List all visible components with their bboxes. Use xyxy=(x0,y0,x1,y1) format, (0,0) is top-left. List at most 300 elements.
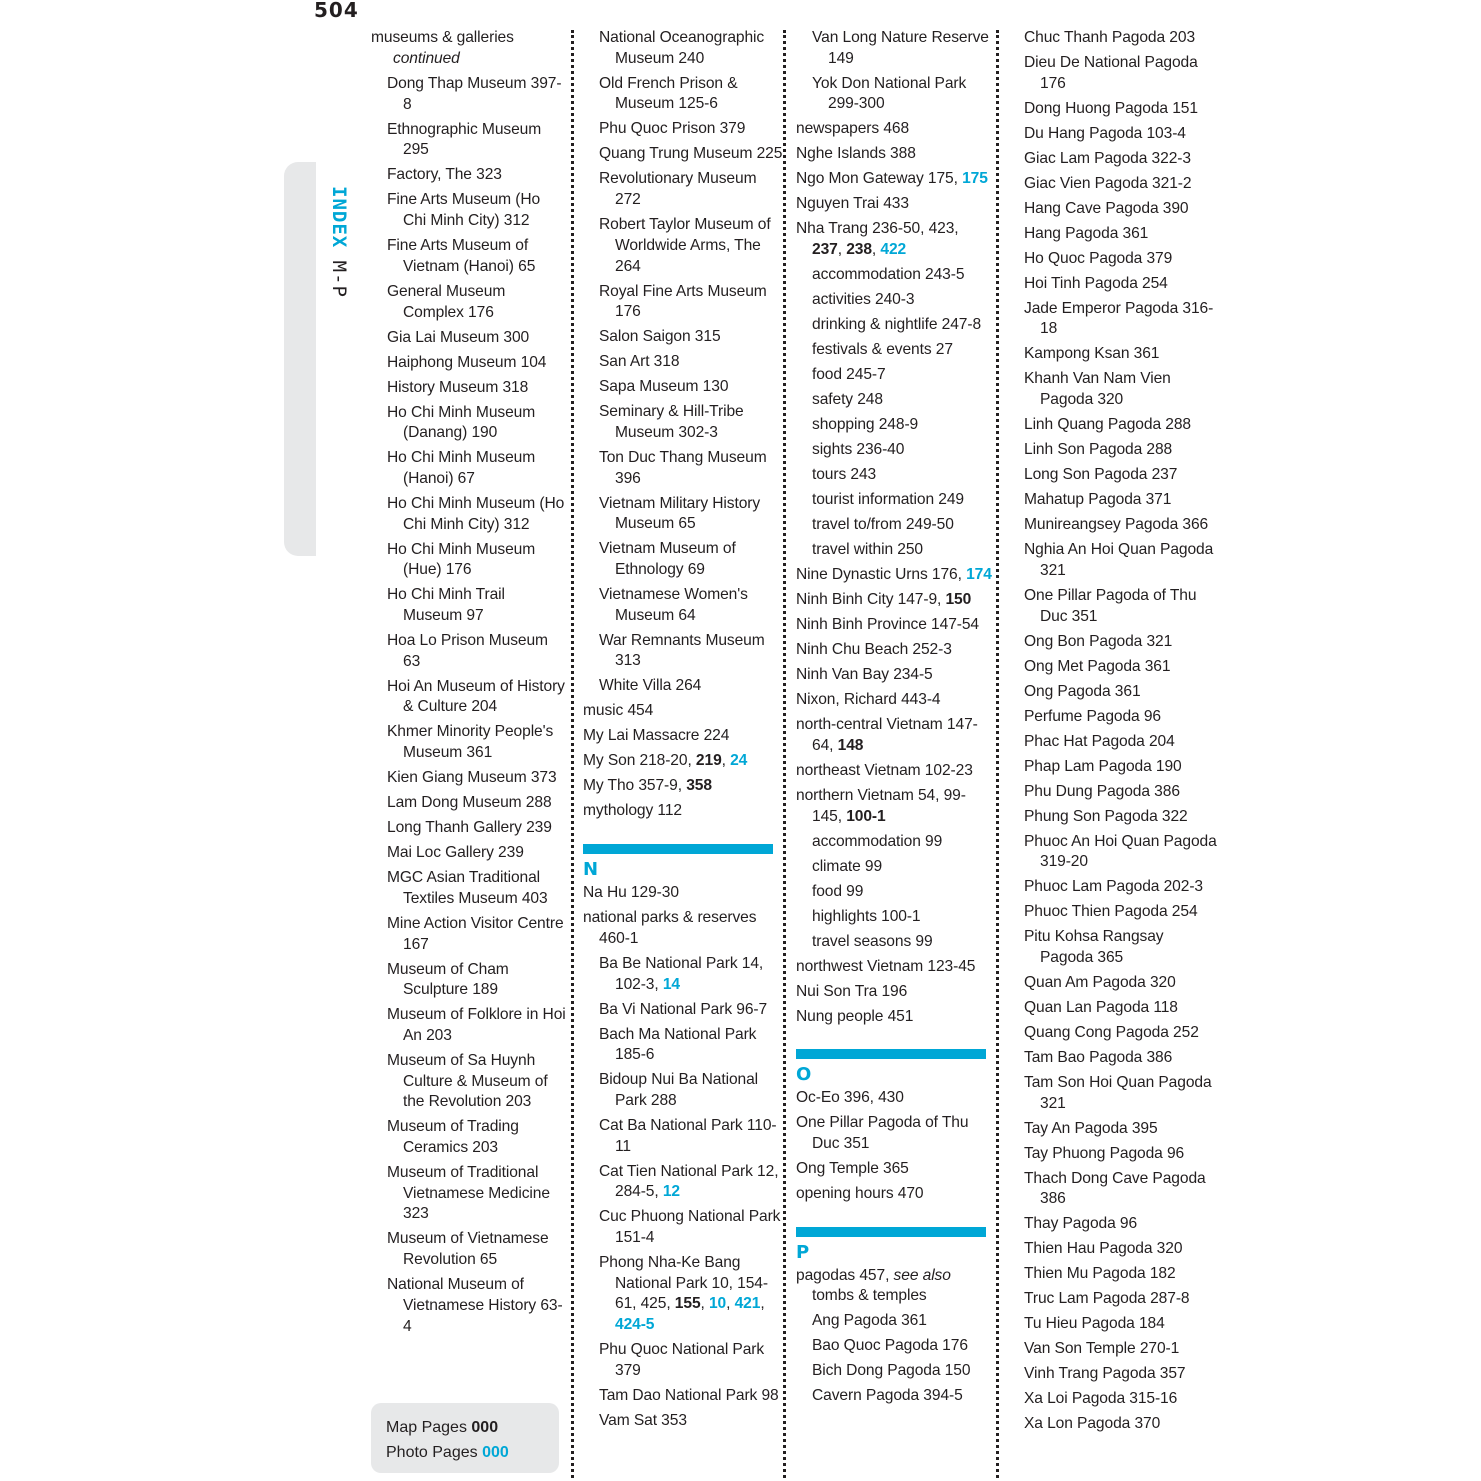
index-subentry xyxy=(599,1340,783,1381)
index-subentry xyxy=(1024,174,1220,195)
entry-text: Thien Mu Pagoda 182 xyxy=(1024,1265,1176,1283)
entry-text: Mai Loc Gallery 239 xyxy=(387,844,524,862)
index-entry xyxy=(796,1088,992,1109)
entry-text: Munireangsey Pagoda 366 xyxy=(1024,516,1209,534)
index-subentry xyxy=(1024,1023,1220,1044)
index-subentry xyxy=(387,353,566,374)
index-entry xyxy=(796,1113,992,1154)
index-subentry xyxy=(599,144,783,165)
entry-text: , xyxy=(871,241,881,259)
entry-text: Ho Chi Minh Museum (Hue) 176 xyxy=(387,540,536,579)
entry-text: Royal Fine Arts Museum 176 xyxy=(599,282,767,321)
index-subentry xyxy=(1024,1169,1220,1210)
index-entry xyxy=(796,590,992,611)
index-subentry xyxy=(599,119,783,140)
index-subentry xyxy=(1024,515,1220,536)
map-page-ref: 238 xyxy=(846,241,872,259)
index-entry xyxy=(796,957,992,978)
index-entry xyxy=(796,1159,992,1180)
map-page-ref: 155 xyxy=(674,1295,701,1313)
entry-text: northeast Vietnam 102-23 xyxy=(796,761,973,779)
entry-text: National Oceanographic Museum 240 xyxy=(599,29,765,67)
entry-text: Phap Lam Pagoda 190 xyxy=(1024,757,1182,775)
entry-text: travel within 250 xyxy=(812,541,923,559)
entry-text: Phong Nha-Ke Bang National Park 10, 154-61, 425, xyxy=(599,1254,768,1313)
index-subentry xyxy=(387,378,566,399)
entry-text: Vietnam Military History Museum 65 xyxy=(599,494,761,533)
index-subentry xyxy=(599,282,783,323)
index-subentry xyxy=(387,282,566,323)
entry-text: My Lai Massacre 224 xyxy=(583,727,730,745)
index-subentry xyxy=(1024,490,1220,511)
index-subentry xyxy=(1024,782,1220,803)
index-subentry xyxy=(1024,732,1220,753)
entry-text: Long Son Pagoda 237 xyxy=(1024,466,1178,484)
index-subentry xyxy=(387,74,566,115)
map-page-ref: 100-1 xyxy=(846,807,886,825)
index-entry xyxy=(796,690,992,711)
index-subentry xyxy=(1024,299,1220,340)
entry-text: Ninh Binh Province 147-54 xyxy=(796,616,980,634)
entry-text: Revolutionary Museum 272 xyxy=(599,170,757,209)
index-entry xyxy=(796,219,992,260)
letter-bar xyxy=(796,1227,986,1237)
entry-text: , xyxy=(721,752,731,770)
entry-text: Van Long Nature Reserve 149 xyxy=(812,29,989,67)
entry-text: General Museum Complex 176 xyxy=(387,282,506,321)
map-page-ref: 237 xyxy=(812,241,838,259)
entry-text: safety 248 xyxy=(812,391,883,409)
legend-map-label: Map Pages xyxy=(386,1419,467,1436)
entry-text: White Villa 264 xyxy=(599,677,702,695)
index-subentry xyxy=(1024,1314,1220,1335)
entry-text: War Remnants Museum 313 xyxy=(599,631,765,670)
entry-text: Ong Pagoda 361 xyxy=(1024,682,1141,700)
entry-text: History Museum 318 xyxy=(387,378,529,396)
entry-text: Quang Trung Museum 225 xyxy=(599,145,783,163)
entry-text: Xa Lon Pagoda 370 xyxy=(1024,1415,1161,1433)
entry-text: north-central Vietnam 147-64, xyxy=(796,716,978,754)
index-subentry xyxy=(387,448,566,489)
entry-text: Museum of Folklore in Hoi An 203 xyxy=(387,1006,566,1044)
entry-text: travel to/from 249-50 xyxy=(812,516,954,534)
index-subentry xyxy=(812,315,992,336)
letter-bar xyxy=(796,1049,986,1059)
entry-text: music 454 xyxy=(583,702,654,720)
entry-text: My Son 218-20, xyxy=(583,752,696,770)
index-entry xyxy=(796,144,992,165)
entry-text: Ninh Chu Beach 252-3 xyxy=(796,641,952,659)
entry-text: Bidoup Nui Ba National Park 288 xyxy=(599,1071,759,1109)
index-subentry xyxy=(599,676,783,697)
entry-text: One Pillar Pagoda of Thu Duc 351 xyxy=(1024,586,1197,625)
index-column-1 xyxy=(371,28,566,1478)
legend-photo-pages xyxy=(386,1440,509,1465)
index-subentry xyxy=(387,722,566,763)
index-subentry xyxy=(387,494,566,535)
entry-text: Nha Trang 236-50, 423, xyxy=(796,220,959,238)
entry-text: Gia Lai Museum 300 xyxy=(387,328,530,346)
index-subentry xyxy=(599,539,783,580)
entry-text: , xyxy=(726,1295,735,1313)
index-entry xyxy=(583,801,783,822)
entry-text: Fine Arts Museum of Vietnam (Hanoi) 65 xyxy=(387,237,536,275)
entry-text: Factory, The 323 xyxy=(387,166,502,184)
index-subentry xyxy=(812,440,992,461)
entry-text: climate 99 xyxy=(812,857,883,875)
index-subentry xyxy=(1024,99,1220,120)
index-subentry xyxy=(812,28,992,69)
entry-text: Ho Chi Minh Museum (Hanoi) 67 xyxy=(387,449,536,487)
index-subentry xyxy=(599,215,783,277)
entry-text: tombs & temples xyxy=(812,1287,927,1305)
entry-text: Nine Dynastic Urns 176, xyxy=(796,566,967,584)
index-subentry xyxy=(812,340,992,361)
entry-text: drinking & nightlife 247-8 xyxy=(812,316,982,334)
entry-text: northwest Vietnam 123-45 xyxy=(796,957,976,975)
page-type-legend xyxy=(371,1403,559,1473)
entry-text: Ong Temple 365 xyxy=(796,1159,909,1177)
index-subentry xyxy=(1024,632,1220,653)
entry-text: tourist information 249 xyxy=(812,491,964,509)
index-subentry xyxy=(1024,465,1220,486)
index-subentry xyxy=(387,190,566,231)
entry-text: pagodas 457, xyxy=(796,1266,894,1284)
entry-text: continued xyxy=(393,50,460,67)
index-subentry xyxy=(1024,369,1220,410)
index-subentry xyxy=(812,490,992,511)
entry-text: newspapers 468 xyxy=(796,120,910,138)
entry-text: mythology 112 xyxy=(583,802,682,820)
entry-text: , xyxy=(837,241,847,259)
entry-text: Museum of Cham Sculpture 189 xyxy=(387,960,509,999)
entry-text: Khanh Van Nam Vien Pagoda 320 xyxy=(1024,370,1171,409)
entry-text: Dieu De National Pagoda 176 xyxy=(1024,54,1198,92)
entry-text: Na Hu 129-30 xyxy=(583,884,679,902)
entry-text: museums & galleries xyxy=(371,29,514,46)
entry-text: Khmer Minority People's Museum 361 xyxy=(387,723,554,762)
photo-page-ref: 14 xyxy=(662,975,681,993)
entry-text: Haiphong Museum 104 xyxy=(387,353,547,371)
index-entry xyxy=(796,615,992,636)
entry-text: Bao Quoc Pagoda 176 xyxy=(812,1337,968,1355)
entry-text: Phuoc Thien Pagoda 254 xyxy=(1024,903,1198,921)
entry-text: Ho Chi Minh Museum (Ho Chi Minh City) 312 xyxy=(387,494,565,533)
index-subentry xyxy=(812,1386,992,1407)
index-entry xyxy=(583,776,783,797)
entry-text: Ngo Mon Gateway 175, xyxy=(796,170,963,188)
index-subentry xyxy=(599,448,783,489)
entry-text: Vinh Trang Pagoda 357 xyxy=(1024,1365,1186,1383)
index-subentry xyxy=(599,352,783,373)
entry-text: accommodation 243-5 xyxy=(812,266,965,284)
entry-text: Ton Duc Thang Museum 396 xyxy=(599,448,767,487)
index-subentry xyxy=(387,585,566,626)
index-subentry xyxy=(387,1005,566,1046)
letter-bar xyxy=(583,844,773,854)
index-entry xyxy=(796,665,992,686)
entry-text: Vam Sat 353 xyxy=(599,1411,687,1429)
entry-text: Van Son Temple 270-1 xyxy=(1024,1340,1180,1358)
index-subentry xyxy=(599,1025,783,1066)
index-subentry xyxy=(387,793,566,814)
index-subentry xyxy=(1024,902,1220,923)
index-subentry xyxy=(1024,998,1220,1019)
entry-text: Pitu Kohsa Rangsay Pagoda 365 xyxy=(1024,928,1164,966)
index-entry xyxy=(796,565,992,586)
entry-text: Vietnamese Women's Museum 64 xyxy=(599,586,748,624)
entry-text: Ho Quoc Pagoda 379 xyxy=(1024,249,1173,267)
index-subentry xyxy=(387,677,566,718)
map-page-ref: 148 xyxy=(837,736,864,754)
index-entry xyxy=(796,715,992,756)
entry-text: Mahatup Pagoda 371 xyxy=(1024,491,1172,509)
entry-text: travel seasons 99 xyxy=(812,932,933,950)
index-subentry xyxy=(812,515,992,536)
entry-text: Thay Pagoda 96 xyxy=(1024,1215,1138,1233)
entry-text: Mine Action Visitor Centre 167 xyxy=(387,914,564,953)
entry-text: Thien Hau Pagoda 320 xyxy=(1024,1240,1183,1258)
entry-text: Ong Bon Pagoda 321 xyxy=(1024,632,1173,650)
index-subentry xyxy=(387,120,566,161)
index-entry xyxy=(796,1266,992,1307)
entry-text: Linh Quang Pagoda 288 xyxy=(1024,416,1191,434)
index-subentry xyxy=(1024,707,1220,728)
entry-text: Ho Chi Minh Trail Museum 97 xyxy=(387,586,505,625)
section-letter: N xyxy=(583,859,598,881)
entry-text: food 245-7 xyxy=(812,366,886,384)
index-subentry xyxy=(812,390,992,411)
entry-text: Perfume Pagoda 96 xyxy=(1024,707,1162,725)
entry-text: Cavern Pagoda 394-5 xyxy=(812,1387,963,1405)
index-subentry xyxy=(1024,1289,1220,1310)
entry-text: festivals & events 27 xyxy=(812,341,953,359)
entry-text: Oc-Eo 396, 430 xyxy=(796,1089,904,1107)
index-column-2 xyxy=(583,28,783,1478)
index-subentry xyxy=(599,377,783,398)
entry-text: Robert Taylor Museum of Worldwide Arms, The 264 xyxy=(599,216,771,275)
index-subentry xyxy=(599,169,783,210)
entry-text: accommodation 99 xyxy=(812,832,943,850)
entry-text: Cat Tien National Park 12, 284-5, xyxy=(599,1162,779,1201)
cross-reference: see also xyxy=(893,1266,951,1284)
index-subentry xyxy=(1024,1339,1220,1360)
entry-text: San Art 318 xyxy=(599,353,680,371)
entry-text: Hang Pagoda 361 xyxy=(1024,224,1149,242)
index-entry xyxy=(796,982,992,1003)
entry-text: Thach Dong Cave Pagoda 386 xyxy=(1024,1169,1206,1208)
entry-text: Quang Cong Pagoda 252 xyxy=(1024,1023,1199,1041)
map-page-ref: 150 xyxy=(945,591,972,609)
entry-text: Phu Dung Pagoda 386 xyxy=(1024,782,1180,800)
page-number: 504 xyxy=(314,0,359,22)
index-entry xyxy=(796,169,992,190)
index-subentry xyxy=(387,540,566,581)
index-subentry xyxy=(387,631,566,672)
index-subentry xyxy=(599,74,783,115)
entry-text: Nghe Islands 388 xyxy=(796,145,916,163)
index-subentry xyxy=(1024,832,1220,873)
index-subentry xyxy=(812,415,992,436)
index-subentry xyxy=(387,1117,566,1158)
entry-text: My Tho 357-9, xyxy=(583,777,687,795)
entry-text: opening hours 470 xyxy=(796,1184,924,1202)
index-subentry xyxy=(599,954,783,995)
index-subentry xyxy=(387,1163,566,1225)
entry-text: Jade Emperor Pagoda 316-18 xyxy=(1024,299,1214,338)
index-subentry xyxy=(1024,1214,1220,1235)
index-subentry xyxy=(387,768,566,789)
entry-text: Hoi Tinh Pagoda 254 xyxy=(1024,274,1168,292)
legend-photo-value: 000 xyxy=(482,1444,509,1461)
index-subentry xyxy=(1024,224,1220,245)
index-subentry xyxy=(599,585,783,626)
entry-text: Salon Saigon 315 xyxy=(599,328,721,346)
index-subentry xyxy=(387,818,566,839)
entry-text: Yok Don National Park 299-300 xyxy=(812,74,967,113)
index-subentry xyxy=(1024,199,1220,220)
entry-text: Tay An Pagoda 395 xyxy=(1024,1119,1158,1137)
index-entry xyxy=(371,28,566,49)
index-subentry xyxy=(387,328,566,349)
index-subentry xyxy=(599,402,783,443)
index-subentry xyxy=(387,1051,566,1113)
section-letter: P xyxy=(796,1241,810,1263)
entry-text: Hoi An Museum of History & Culture 204 xyxy=(387,677,565,716)
entry-text: Vietnam Museum of Ethnology 69 xyxy=(599,540,736,579)
index-subentry xyxy=(387,236,566,277)
entry-text: Cat Ba National Park 110-11 xyxy=(599,1116,777,1155)
entry-text: Ethnographic Museum 295 xyxy=(387,120,542,159)
entry-text: northern Vietnam 54, 99-145, xyxy=(796,786,966,825)
index-subentry xyxy=(599,1116,783,1157)
entry-text: Tam Dao National Park 98 xyxy=(599,1386,779,1404)
entry-text: Nghia An Hoi Quan Pagoda 321 xyxy=(1024,541,1214,579)
index-subentry xyxy=(599,1070,783,1111)
entry-text: Phu Quoc National Park 379 xyxy=(599,1341,765,1379)
index-subentry xyxy=(1024,927,1220,968)
entry-text: Phuoc Lam Pagoda 202-3 xyxy=(1024,878,1203,896)
index-subentry xyxy=(1024,344,1220,365)
entry-text: Seminary & Hill-Tribe Museum 302-3 xyxy=(599,403,744,441)
index-subentry xyxy=(599,1000,783,1021)
index-subentry xyxy=(812,907,992,928)
entry-text: Kampong Ksan 361 xyxy=(1024,345,1160,363)
entry-text: Long Thanh Gallery 239 xyxy=(387,819,552,837)
entry-text: Quan Am Pagoda 320 xyxy=(1024,973,1176,991)
entry-text: Du Hang Pagoda 103-4 xyxy=(1024,124,1186,142)
index-subentry xyxy=(812,1311,992,1332)
index-subentry xyxy=(812,882,992,903)
continued-label xyxy=(371,49,566,70)
index-entry xyxy=(796,119,992,140)
index-entry xyxy=(796,640,992,661)
index-entry xyxy=(796,194,992,215)
entry-text: Kien Giang Museum 373 xyxy=(387,769,557,787)
map-page-ref: 358 xyxy=(686,777,712,795)
index-subentry xyxy=(812,1361,992,1382)
index-entry xyxy=(796,786,992,827)
photo-page-ref: 421 xyxy=(734,1295,761,1313)
index-subentry xyxy=(1024,973,1220,994)
index-entry xyxy=(583,883,783,904)
column-divider xyxy=(571,30,574,1478)
entry-text: Tay Phuong Pagoda 96 xyxy=(1024,1144,1185,1162)
index-entry xyxy=(583,726,783,747)
index-subentry xyxy=(812,365,992,386)
entry-text: Phac Hat Pagoda 204 xyxy=(1024,732,1175,750)
photo-page-ref: 424-5 xyxy=(615,1316,655,1334)
column-divider xyxy=(783,30,786,1478)
index-title: INDEX xyxy=(328,186,350,249)
index-subentry xyxy=(1024,1073,1220,1114)
index-subentry xyxy=(1024,586,1220,627)
index-subentry xyxy=(812,540,992,561)
entry-text: Bich Dong Pagoda 150 xyxy=(812,1362,971,1380)
legend-photo-label: Photo Pages xyxy=(386,1444,478,1461)
entry-text: Ninh Van Bay 234-5 xyxy=(796,666,933,684)
index-subentry xyxy=(1024,274,1220,295)
entry-text: Bach Ma National Park 185-6 xyxy=(599,1025,757,1064)
entry-text: Hoa Lo Prison Museum 63 xyxy=(387,632,548,670)
entry-text: sights 236-40 xyxy=(812,441,905,459)
entry-text: Dong Huong Pagoda 151 xyxy=(1024,99,1198,117)
entry-text: Tu Hieu Pagoda 184 xyxy=(1024,1315,1165,1333)
entry-text: Ong Met Pagoda 361 xyxy=(1024,657,1171,675)
index-subentry xyxy=(1024,53,1220,94)
entry-text: Nguyen Trai 433 xyxy=(796,195,909,213)
legend-map-pages xyxy=(386,1415,498,1440)
index-subentry xyxy=(1024,124,1220,145)
entry-text: Ba Be National Park 14, 102-3, xyxy=(599,954,764,993)
entry-text: Xa Loi Pagoda 315-16 xyxy=(1024,1390,1178,1408)
entry-text: Sapa Museum 130 xyxy=(599,378,729,396)
index-entry xyxy=(583,751,783,772)
index-subentry xyxy=(812,74,992,115)
index-subentry xyxy=(1024,1048,1220,1069)
index-subentry xyxy=(1024,540,1220,581)
entry-text: Chuc Thanh Pagoda 203 xyxy=(1024,29,1196,46)
entry-text: Ang Pagoda 361 xyxy=(812,1312,927,1330)
photo-page-ref: 10 xyxy=(708,1295,727,1313)
index-subentry xyxy=(1024,1144,1220,1165)
index-subentry xyxy=(1024,657,1220,678)
index-entry xyxy=(583,908,783,949)
index-subentry xyxy=(812,932,992,953)
entry-text: Tam Bao Pagoda 386 xyxy=(1024,1048,1173,1066)
index-subentry xyxy=(812,1336,992,1357)
index-subentry xyxy=(1024,1239,1220,1260)
index-subentry xyxy=(812,290,992,311)
index-subentry xyxy=(1024,440,1220,461)
index-subentry xyxy=(1024,149,1220,170)
index-subentry xyxy=(1024,28,1220,49)
index-subentry xyxy=(1024,1264,1220,1285)
index-subentry xyxy=(599,631,783,672)
index-column-4 xyxy=(1024,28,1220,1478)
entry-text: Hang Cave Pagoda 390 xyxy=(1024,199,1189,217)
entry-text: Phung Son Pagoda 322 xyxy=(1024,807,1188,825)
entry-text: Tam Son Hoi Quan Pagoda 321 xyxy=(1024,1073,1212,1112)
index-subentry xyxy=(599,1411,783,1432)
entry-text: shopping 248-9 xyxy=(812,416,919,434)
entry-text: Museum of Sa Huynh Culture & Museum of the Revolution 203 xyxy=(387,1051,548,1111)
column-divider xyxy=(996,30,999,1478)
index-subentry xyxy=(387,960,566,1001)
entry-text: Nung people 451 xyxy=(796,1007,914,1025)
index-subentry xyxy=(812,265,992,286)
entry-text: National Museum of Vietnamese History 63-4 xyxy=(387,1276,563,1335)
